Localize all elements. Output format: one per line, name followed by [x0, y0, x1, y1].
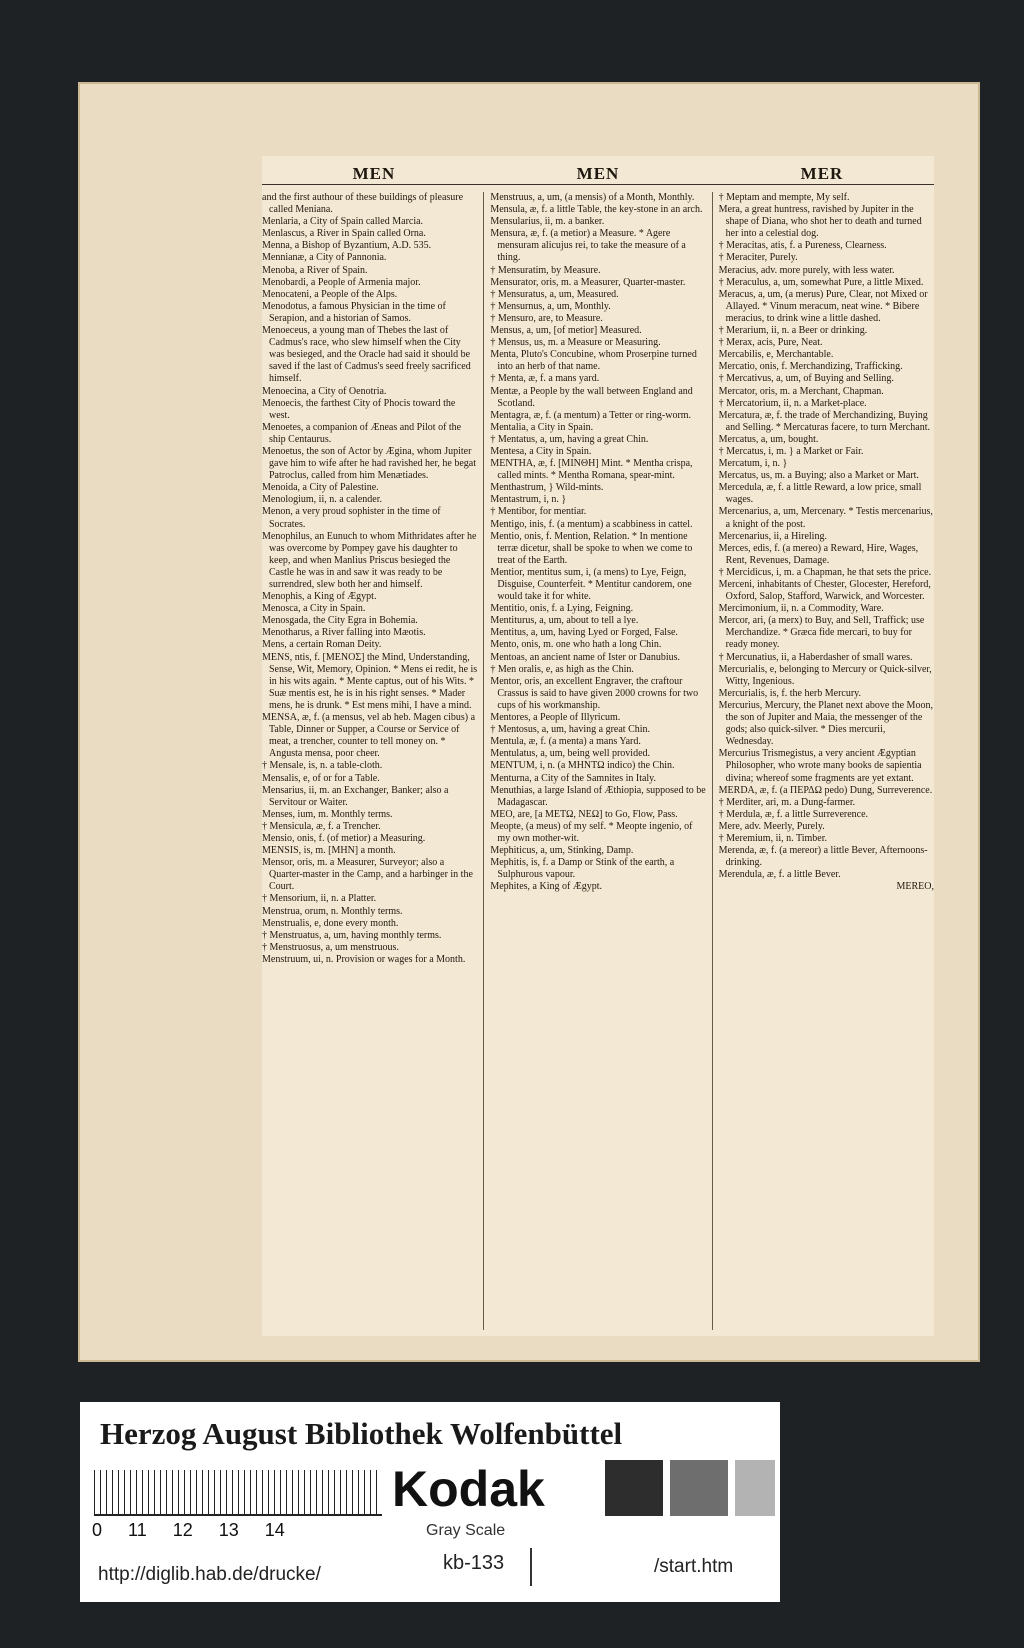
dictionary-entry: Menuthias, a large Island of Æthiopia, supposed to be Madagascar.: [490, 784, 706, 808]
dictionary-entry: Mentæ, a People by the wall between England and Scotland.: [490, 385, 693, 409]
dictionary-entry: Menon, a very proud sophister in the time of Socrates.: [262, 506, 441, 530]
dictionary-entry: Menoeceus, a young man of Thebes the last of Cadmus's race, who slew himself when the City was besieged, and the Oracle had said it should be saved if the last of Cadmus's seed freely sacrificed himself.: [262, 325, 471, 385]
dictionary-entry: † Mercativus, a, um, of Buying and Selling.: [718, 373, 894, 385]
dictionary-entry: Mentigo, inis, f. (a mentum) a scabbiness in cattel.: [490, 518, 693, 530]
dictionary-entry: Mere, adv. Meerly, Purely.: [718, 820, 825, 832]
dictionary-entry: Menophis, a King of Ægypt.: [262, 591, 377, 603]
dictionary-entry: Mephiticus, a, um, Stinking, Damp.: [490, 845, 634, 857]
dictionary-sheet: [262, 156, 934, 1336]
dictionary-entry: † Menstruatus, a, um, having monthly terms.: [262, 929, 442, 941]
entry-columns: [262, 192, 934, 1330]
dictionary-entry: † Mensorium, ii, n. a Platter.: [262, 893, 377, 905]
dictionary-entry: † Meraculus, a, um, somewhat Pure, a little Mixed.: [718, 276, 924, 288]
dictionary-entry: Mercatus, us, m. a Buying; also a Market or Mart.: [718, 470, 919, 482]
dictionary-entry: Mercurius Trismegistus, a very ancient Ægyptian Philosopher, who wrote many books de sapientia divina; whereof some fragments are yet extant.: [718, 748, 922, 784]
dictionary-entry: Menologium, ii, n. a calender.: [262, 494, 382, 506]
dictionary-entry: † Mensicula, æ, f. a Trencher.: [262, 820, 381, 832]
gray-swatch-dark: [605, 1460, 663, 1516]
dictionary-entry: † Meraciter, Purely.: [718, 252, 798, 264]
dictionary-entry: Menlascus, a River in Spain called Orna.: [262, 228, 426, 240]
footer-separator: [530, 1548, 532, 1586]
dictionary-entry: Mentitus, a, um, having Lyed or Forged, False.: [490, 627, 678, 639]
dictionary-entry: Mercatum, i, n. }: [718, 458, 788, 470]
scan-footer: [80, 1402, 780, 1602]
dictionary-entry: Mensalis, e, of or for a Table.: [262, 772, 380, 784]
dictionary-entry: Mens, a certain Roman Deity.: [262, 639, 382, 651]
dictionary-entry: MENS, ntis, f. [ΜΕΝΟΣ] the Mind, Understanding, Sense, Wit, Memory, Opinion. * Mens ei redit, he is in his wits again. * Mente captus, out of his Wits. * Suæ mentis est, he is in his right senses. * Mader mens, he is drunk. * Est mens mihi, I have a mind.: [262, 651, 478, 711]
ruler-number: 11: [128, 1520, 147, 1540]
dictionary-entry: Mensura, æ, f. (a metior) a Measure. * Agere mensuram alicujus rei, to take the measure of a thing.: [490, 228, 686, 264]
dictionary-entry: † Mentosus, a, um, having a great Chin.: [490, 724, 651, 736]
dictionary-entry: Menoetus, the son of Actor by Ægina, whom Jupiter gave him to wife after he had ravished her, he begat Patroclus, called from him Menætiades.: [262, 445, 477, 482]
dictionary-entry: Menodotus, a famous Physician in the time of Serapion, and a historian of Samos.: [262, 300, 446, 324]
dictionary-entry: Merceni, inhabitants of Chester, Glocester, Hereford, Oxford, Salop, Stafford, Warwick, and Worcester.: [718, 579, 931, 603]
dictionary-entry: Mensurator, oris, m. a Measurer, Quarter-master.: [490, 276, 686, 288]
dictionary-entry: Mentitio, onis, f. a Lying, Feigning.: [490, 603, 634, 615]
kodak-logo: Kodak: [392, 1461, 545, 1517]
dictionary-entry: Menosca, a City in Spain.: [262, 603, 366, 615]
column-middle: [490, 192, 705, 1330]
dictionary-entry: MERDA, æ, f. (a ΠΕΡΔΩ pedo) Dung, Surreverence.: [718, 784, 933, 796]
dictionary-entry: † Mentatus, a, um, having a great Chin.: [490, 433, 649, 445]
dictionary-entry: Mercurialis, e, belonging to Mercury or Quick-silver, Witty, Ingenious.: [718, 663, 932, 687]
dictionary-entry: Menoida, a City of Palestine.: [262, 482, 379, 494]
start-link[interactable]: /start.htm: [654, 1556, 734, 1577]
dictionary-entry: † Mensus, us, m. a Measure or Measuring.: [490, 337, 661, 349]
dictionary-entry: Mensularius, ii, m. a banker.: [490, 216, 605, 228]
dictionary-entry: † Menstruosus, a, um menstruous.: [262, 941, 399, 953]
dictionary-entry: Mercor, ari, (a merx) to Buy, and Sell, Traffick; use Merchandize. * Græca fide mercari, to buy for ready money.: [718, 615, 925, 651]
dictionary-entry: † Meptam and mempte, My self.: [718, 192, 850, 203]
dictionary-entry: Mentastrum, i, n. }: [490, 494, 567, 506]
dictionary-entry: Mentula, æ, f. (a menta) a mans Yard.: [490, 736, 641, 748]
dictionary-entry: † Mensuratim, by Measure.: [490, 264, 601, 276]
dictionary-entry: MEREO,: [896, 881, 934, 893]
book-page: [78, 82, 980, 1362]
running-header: [262, 162, 934, 185]
dictionary-entry: Mercenarius, a, um, Mercenary. * Testis mercenarius, a knight of the post.: [718, 506, 933, 530]
dictionary-entry: Menophilus, an Eunuch to whom Mithridates after he was overcome by Pompey gave his daughter to keep, and when Manlius Priscus besieged the Castle he was in and saw it was ready to be surrendred, slew both her and himself.: [262, 530, 477, 590]
dictionary-entry: Mensio, onis, f. (of metior) a Measuring.: [262, 832, 426, 844]
dictionary-entry: Mercurialis, is, f. the herb Mercury.: [718, 687, 862, 699]
dictionary-entry: Menthastrum, } Wild-mints.: [490, 482, 604, 494]
dictionary-entry: † Mercidicus, i, m. a Chapman, he that sets the price.: [718, 566, 932, 578]
dictionary-entry: Menta, Pluto's Concubine, whom Proserpine turned into an herb of that name.: [490, 349, 697, 373]
dictionary-entry: MENTHA, æ, f. [ΜΙΝΘΗ] Mint. * Mentha crispa, called mints. * Mentha Romana, spear-mint.: [490, 458, 693, 482]
gray-scale-label: Gray Scale: [426, 1522, 506, 1539]
header-right: MER: [800, 164, 844, 183]
dictionary-entry: Mentesa, a City in Spain.: [490, 445, 592, 457]
dictionary-entry: † Merdula, æ, f. a little Surreverence.: [718, 808, 869, 820]
dictionary-entry: Mensarius, ii, m. an Exchanger, Banker; also a Servitour or Waiter.: [262, 784, 449, 808]
dictionary-entry: Menocateni, a People of the Alps.: [262, 288, 398, 300]
dictionary-entry: Menna, a Bishop of Byzantium, A.D. 535.: [262, 240, 432, 252]
dictionary-entry: Menlaria, a City of Spain called Marcia.: [262, 216, 424, 228]
dictionary-entry: Meracius, adv. more purely, with less water.: [718, 264, 895, 276]
dictionary-entry: Mercatus, a, um, bought.: [718, 433, 819, 445]
column-rule: [712, 192, 713, 1330]
dictionary-entry: Mentio, onis, f. Mention, Relation. * In mentione terræ dicetur, shall be spoke to when we come to treat of the Earth.: [490, 530, 693, 566]
column-rule: [483, 192, 484, 1330]
dictionary-entry: † Mercunatius, ii, a Haberdasher of small wares.: [718, 651, 913, 663]
ruler-number: 13: [218, 1520, 239, 1540]
dictionary-entry: Mercimonium, ii, n. a Commodity, Ware.: [718, 603, 884, 615]
dictionary-entry: Mentoas, an ancient name of Ister or Danubius.: [490, 651, 680, 663]
dictionary-entry: Menosgada, the City Egra in Bohemia.: [262, 615, 418, 627]
dictionary-entry: † Mensurnus, a, um, Monthly.: [490, 300, 611, 312]
dictionary-entry: Menstruus, a, um, (a mensis) of a Month, Monthly.: [490, 192, 695, 203]
dictionary-entry: and the first authour of these buildings of pleasure called Meniana.: [262, 192, 464, 216]
gray-swatch-mid: [670, 1460, 728, 1516]
dictionary-entry: Mercatura, æ, f. the trade of Merchandizing, Buying and Selling. * Mercaturas facere, to turn Merchant.: [718, 409, 931, 433]
dictionary-entry: Mercator, oris, m. a Merchant, Chapman.: [718, 385, 884, 397]
dictionary-entry: Menstrua, orum, n. Monthly terms.: [262, 905, 403, 917]
header-left: MEN: [352, 164, 396, 183]
ruler-number: 12: [172, 1520, 193, 1540]
dictionary-entry: Mentulatus, a, um, being well provided.: [490, 748, 651, 760]
ruler-numbers: [92, 1520, 392, 1541]
ruler-number: 14: [264, 1520, 285, 1540]
dictionary-entry: † Meremium, ii, n. Timber.: [718, 832, 827, 844]
dictionary-entry: Menturna, a City of the Samnites in Italy.: [490, 772, 657, 784]
dictionary-entry: † Mensuratus, a, um, Measured.: [490, 288, 619, 300]
dictionary-entry: † Meracitas, atis, f. a Pureness, Clearness.: [718, 240, 887, 252]
dictionary-entry: Mensus, a, um, [of metior] Measured.: [490, 325, 642, 337]
dictionary-entry: † Mentibor, for mentiar.: [490, 506, 587, 518]
ruler-number: 0: [92, 1520, 103, 1540]
dictionary-entry: MENTUM, i, n. (a ΜΗΝΤΩ indico) the Chin.: [490, 760, 675, 772]
dictionary-entry: Mercatio, onis, f. Merchandizing, Trafficking.: [718, 361, 903, 373]
dictionary-entry: † Menta, æ, f. a mans yard.: [490, 373, 600, 385]
dictionary-entry: Merces, edis, f. (a mereo) a Reward, Hire, Wages, Rent, Revenues, Damage.: [718, 542, 919, 566]
dictionary-entry: † Merarium, ii, n. a Beer or drinking.: [718, 325, 868, 337]
dictionary-entry: Meopte, (a meus) of my self. * Meopte ingenio, of my own mother-wit.: [490, 820, 693, 844]
dictionary-entry: Mentagra, æ, f. (a mentum) a Tetter or ring-worm.: [490, 409, 692, 421]
measure-ruler: [94, 1470, 382, 1516]
column-left: [262, 192, 477, 1330]
dictionary-entry: Mennianæ, a City of Pannonia.: [262, 252, 387, 264]
dictionary-entry: Mercurius, Mercury, the Planet next above the Moon, the son of Jupiter and Maia, the messenger of the gods; also quick-silver. * Dies mercurii, Wednesday.: [718, 699, 933, 748]
dictionary-entry: Mercedula, æ, f. a little Reward, a low price, small wages.: [718, 482, 922, 506]
dictionary-entry: Mensor, oris, m. a Measurer, Surveyor; also a Quarter-master in the Camp, and a harbinger in the Court.: [262, 857, 473, 893]
dictionary-entry: Mentiturus, a, um, about to tell a lye.: [490, 615, 639, 627]
dictionary-entry: Menotharus, a River falling into Mæotis.: [262, 627, 426, 639]
dictionary-entry: Menoecis, the farthest City of Phocis toward the west.: [262, 397, 456, 421]
dictionary-entry: † Mensuro, are, to Measure.: [490, 312, 603, 324]
dictionary-entry: Mento, onis, m. one who hath a long Chin.: [490, 639, 662, 651]
dictionary-entry: Mentior, mentitus sum, i, (a mens) to Lye, Feign, Disguise, Counterfeit. * Mentitur candorem, one would take it for white.: [490, 566, 692, 603]
dictionary-entry: Mentor, oris, an excellent Engraver, the craftour Crassus is said to have given 2000 crowns for two cups of his workmanship.: [490, 675, 699, 711]
dictionary-entry: Menoecina, a City of Oenotria.: [262, 385, 387, 397]
dictionary-entry: MEO, are, [a ΜΕΤΩ, ΝΕΩ] to Go, Flow, Pass.: [490, 808, 678, 820]
dictionary-entry: † Mercatorium, ii, n. a Market-place.: [718, 397, 867, 409]
dictionary-entry: Mercabilis, e, Merchantable.: [718, 349, 834, 361]
dictionary-entry: Menoetes, a companion of Æneas and Pilot of the ship Centaurus.: [262, 421, 462, 445]
dictionary-entry: Merendula, æ, f. a little Bever.: [718, 869, 841, 881]
library-name: Herzog August Bibliothek Wolfenbüttel: [100, 1416, 623, 1451]
dictionary-entry: † Mensale, is, n. a table-cloth.: [262, 760, 383, 772]
dictionary-entry: Mephitis, is, f. a Damp or Stink of the earth, a Sulphurous vapour.: [490, 857, 675, 881]
source-url[interactable]: http://diglib.hab.de/drucke/: [98, 1564, 321, 1585]
header-center: MEN: [576, 164, 620, 183]
dictionary-entry: MENSIS, is, m. [ΜΗΝ] a month.: [262, 845, 396, 857]
dictionary-entry: Menses, ium, m. Monthly terms.: [262, 808, 393, 820]
dictionary-entry: Mercenarius, ii, a Hireling.: [718, 530, 827, 542]
dictionary-entry: Menstrualis, e, done every month.: [262, 917, 399, 929]
dictionary-entry: † Merax, acis, Pure, Neat.: [718, 337, 823, 349]
dictionary-entry: Menobardi, a People of Armenia major.: [262, 276, 421, 288]
dictionary-entry: Mephites, a King of Ægypt.: [490, 881, 602, 893]
dictionary-entry: † Merditer, ari, m. a Dung-farmer.: [718, 796, 856, 808]
shelf-code: kb-133: [443, 1552, 505, 1574]
dictionary-entry: MENSA, æ, f. (a mensus, vel ab heb. Magen cibus) a Table, Dinner or Supper, a Course or Service of meat, a trencher, counter to tell money on. * Angusta mensa, poor cheer.: [262, 712, 476, 760]
dictionary-entry: Mentalia, a City in Spain.: [490, 421, 594, 433]
dictionary-entry: Mentores, a People of Illyricum.: [490, 712, 621, 724]
column-right: [719, 192, 934, 1330]
dictionary-entry: † Mercatus, i, m. } a Market or Fair.: [718, 445, 864, 457]
dictionary-entry: Meracus, a, um, (a merus) Pure, Clear, not Mixed or Allayed. * Vinum meracum, neat wine. * Bibere meracius, to drink wine a little dashed.: [718, 288, 928, 324]
gray-swatch-light: [735, 1460, 775, 1516]
dictionary-entry: Mera, a great huntress, ravished by Jupiter in the shape of Diana, who shot her to death and turned her into a celestial dog.: [718, 204, 922, 240]
dictionary-entry: † Men oralis, e, as high as the Chin.: [490, 663, 634, 675]
dictionary-entry: Menoba, a River of Spain.: [262, 264, 368, 276]
dictionary-entry: Merenda, æ, f. (a mereor) a little Bever, Afternoons-drinking.: [718, 845, 928, 869]
dictionary-entry: Mensula, æ, f. a little Table, the key-stone in an arch.: [490, 204, 703, 216]
dictionary-entry: Menstruum, ui, n. Provision or wages for a Month.: [262, 953, 466, 965]
